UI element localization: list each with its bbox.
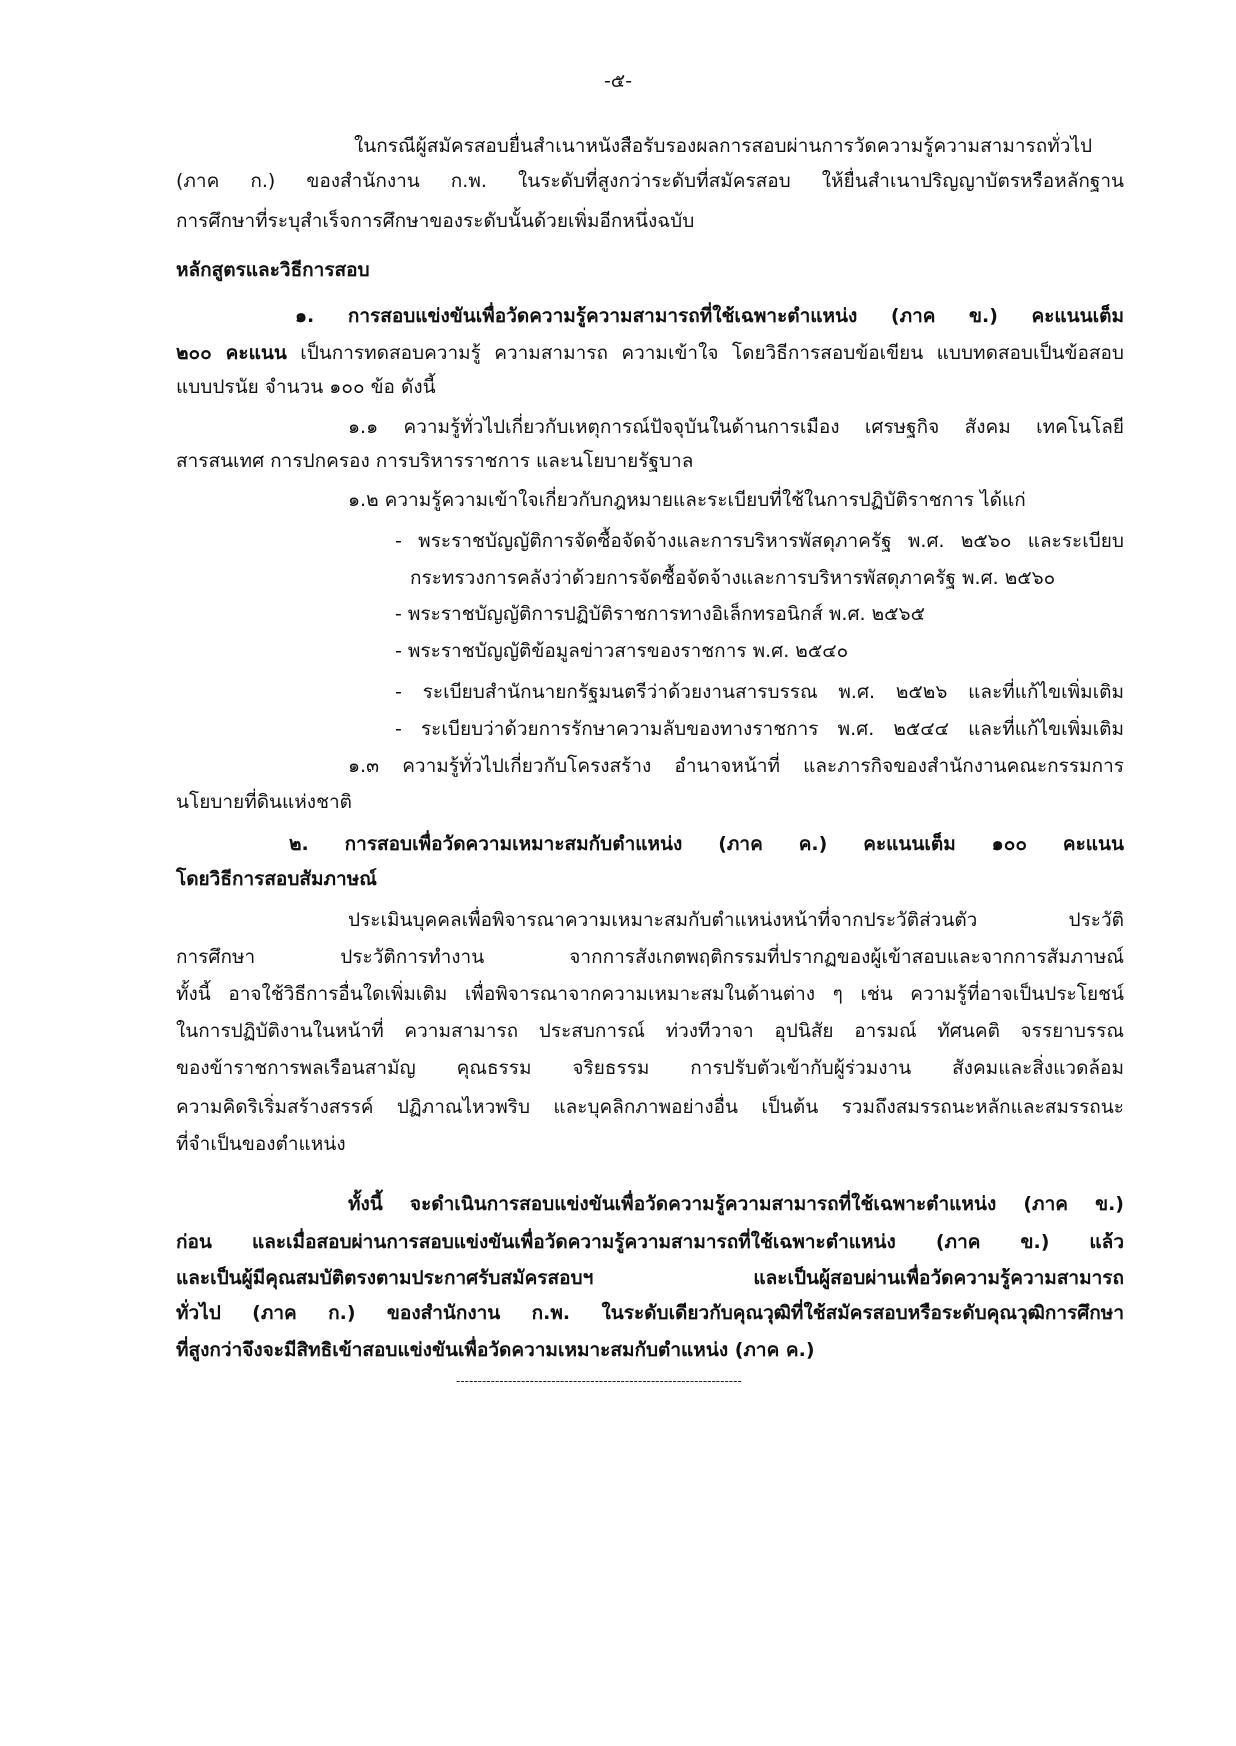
- text: - พระราชบัญญัติการจัดซื้อจัดจ้างและการบริหารพัสดุภาครัฐ พ.ศ. ๒๕๖๐ และระเบียบ: [395, 530, 1124, 552]
- text: - ระเบียบสำนักนายกรัฐมนตรีว่าด้วยงานสารบรรณ พ.ศ. ๒๕๒๖ และที่แก้ไขเพิ่มเติม: [395, 681, 1124, 703]
- text: - พระราชบัญญัติการปฏิบัติราชการทางอิเล็กทรอนิกส์ พ.ศ. ๒๕๖๕: [395, 603, 925, 625]
- text-line: [348, 906, 1124, 934]
- text-line: [176, 1299, 1124, 1327]
- text: - พระราชบัญญัติข้อมูลข่าวสารของราชการ พ.ศ. ๒๕๔๐: [395, 640, 849, 662]
- text-line: [410, 564, 1055, 592]
- text-line: [176, 1336, 815, 1364]
- text-line: [354, 132, 1124, 160]
- text-line: [395, 715, 1124, 743]
- text-line: [176, 1017, 1124, 1045]
- bold-text: โดยวิธีการสอบสัมภาษณ์: [176, 868, 377, 890]
- text-line: [348, 1190, 1124, 1218]
- text-line: [176, 256, 370, 284]
- bold-text: ๒. การสอบเพื่อวัดความเหมาะสมกับตำแหน่ง (ภาค ค.) คะแนนเต็ม ๑๐๐ คะแนน: [289, 833, 1124, 855]
- text-line: [395, 637, 848, 665]
- text-line: [176, 447, 693, 475]
- bold-text: ทั้งนี้ จะดำเนินการสอบแข่งขันเพื่อวัดความรู้ความสามารถที่ใช้เฉพาะตำแหน่ง (ภาค ข.): [348, 1193, 1124, 1215]
- text: นโยบายที่ดินแห่งชาติ: [176, 791, 352, 813]
- text-line: [176, 1264, 1124, 1292]
- text: ที่จำเป็นของตำแหน่ง: [176, 1133, 346, 1155]
- page-number: -๕-: [603, 70, 633, 92]
- text: ประเมินบุคคลเพื่อพิจารณาความเหมาะสมกับตำแหน่งหน้าที่จากประวัติส่วนตัว ประวัติ: [348, 909, 1124, 931]
- bold-text: หลักสูตรและวิธีการสอบ: [176, 259, 370, 281]
- text-line: [176, 339, 1124, 367]
- text-line: [176, 167, 1124, 195]
- text: ๑.๓ ความรู้ทั่วไปเกี่ยวกับโครงสร้าง อำนาจหน้าที่ และภารกิจของสำนักงานคณะกรรมการ: [348, 755, 1124, 777]
- text: ในการปฏิบัติงานในหน้าที่ ความสามารถ ประสบการณ์ ท่วงทีวาจา อุปนิสัย อารมณ์ ทัศนคติ จรรยาบรรณ: [176, 1020, 1124, 1042]
- text-line: [295, 302, 1124, 330]
- bold-text: ๒๐๐ คะแนน: [176, 342, 287, 364]
- text-line: [348, 752, 1124, 780]
- text: กระทรวงการคลังว่าด้วยการจัดซื้อจัดจ้างและการบริหารพัสดุภาครัฐ พ.ศ. ๒๕๖๐: [410, 567, 1056, 589]
- text: ทั้งนี้ อาจใช้วิธีการอื่นใดเพิ่มเติม เพื่อพิจารณาจากความเหมาะสมในด้านต่าง ๆ เช่น ความรู้ที่อาจเป็นประโยชน์: [176, 983, 1124, 1005]
- text: ความคิดริเริ่มสร้างสรรค์ ปฏิภาณไหวพริบ และบุคลิกภาพอย่างอื่น เป็นต้น รวมถึงสมรรถนะหลักและสมรรถนะ: [176, 1096, 1124, 1118]
- text-line: [176, 1228, 1124, 1256]
- text-line: [176, 207, 694, 235]
- text: เป็นการทดสอบความรู้ ความสามารถ ความเข้าใจ โดยวิธีการสอบข้อเขียน แบบทดสอบเป็นข้อสอบ: [286, 342, 1124, 364]
- text-line: [176, 1093, 1124, 1121]
- bold-text: ทั่วไป (ภาค ก.) ของสำนักงาน ก.พ. ในระดับเดียวกับคุณวุฒิที่ใช้สมัครสอบหรือระดับคุณวุฒิการศึกษา: [176, 1302, 1124, 1324]
- text-line: [176, 1130, 346, 1158]
- text: การศึกษาที่ระบุสำเร็จการศึกษาของระดับนั้นด้วยเพิ่มอีกหนึ่งฉบับ: [176, 210, 695, 232]
- text: - ระเบียบว่าด้วยการรักษาความลับของทางราชการ พ.ศ. ๒๕๔๔ และที่แก้ไขเพิ่มเติม: [395, 718, 1124, 740]
- bold-text: ก่อน และเมื่อสอบผ่านการสอบแข่งขันเพื่อวัดความรู้ความสามารถที่ใช้เฉพาะตำแหน่ง (ภาค ข.) แล้ว: [176, 1231, 1124, 1253]
- text-line: [289, 830, 1124, 858]
- bold-text: และเป็นผู้มีคุณสมบัติตรงตามประกาศรับสมัครสอบฯ และเป็นผู้สอบผ่านเพื่อวัดความรู้ความสามารถ: [176, 1267, 1124, 1289]
- text-line: [395, 527, 1124, 555]
- text: การศึกษา ประวัติการทำงาน จากการสังเกตพฤติกรรมที่ปรากฏของผู้เข้าสอบและจากการสัมภาษณ์: [176, 946, 1124, 968]
- text-line: [176, 788, 352, 816]
- text-line: [395, 600, 925, 628]
- bold-text: ๑. การสอบแข่งขันเพื่อวัดความรู้ความสามารถที่ใช้เฉพาะตำแหน่ง (ภาค ข.) คะแนนเต็ม: [295, 305, 1124, 327]
- text: ๑.๒ ความรู้ความเข้าใจเกี่ยวกับกฎหมายและระเบียบที่ใช้ในการปฏิบัติราชการ ได้แก่: [348, 489, 1026, 511]
- bold-text: ที่สูงกว่าจึงจะมีสิทธิเข้าสอบแข่งขันเพื่อวัดความเหมาะสมกับตำแหน่ง (ภาค ค.): [176, 1339, 815, 1361]
- text: ในกรณีผู้สมัครสอบยื่นสำเนาหนังสือรับรองผลการสอบผ่านการวัดความรู้ความสามารถทั่วไป: [354, 135, 1093, 157]
- text: แบบปรนัย จำนวน ๑๐๐ ข้อ ดังนี้: [176, 376, 436, 398]
- text-line: [348, 413, 1124, 441]
- text: สารสนเทศ การปกครอง การบริหารราชการ และนโยบายรัฐบาล: [176, 450, 694, 472]
- text: ของข้าราชการพลเรือนสามัญ คุณธรรม จริยธรรม การปรับตัวเข้ากับผู้ร่วมงาน สังคมและสิ่งแวดล้อม: [176, 1057, 1124, 1079]
- text-line: [176, 1054, 1124, 1082]
- text: (ภาค ก.) ของสำนักงาน ก.พ. ในระดับที่สูงกว่าระดับที่สมัครสอบ ให้ยื่นสำเนาปริญญาบัตรหรือหลักฐาน: [176, 170, 1124, 192]
- text-line: [176, 865, 377, 893]
- text: ๑.๑ ความรู้ทั่วไปเกี่ยวกับเหตุการณ์ปัจจุบันในด้านการเมือง เศรษฐกิจ สังคม เทคโนโลยี: [348, 416, 1124, 438]
- text-line: [395, 678, 1124, 706]
- end-divider: ------------------------------------------------------------------: [456, 1374, 742, 1388]
- text-line: [176, 980, 1124, 1008]
- text-line: [176, 943, 1124, 971]
- text-line: [348, 486, 1026, 514]
- text-line: [176, 373, 436, 401]
